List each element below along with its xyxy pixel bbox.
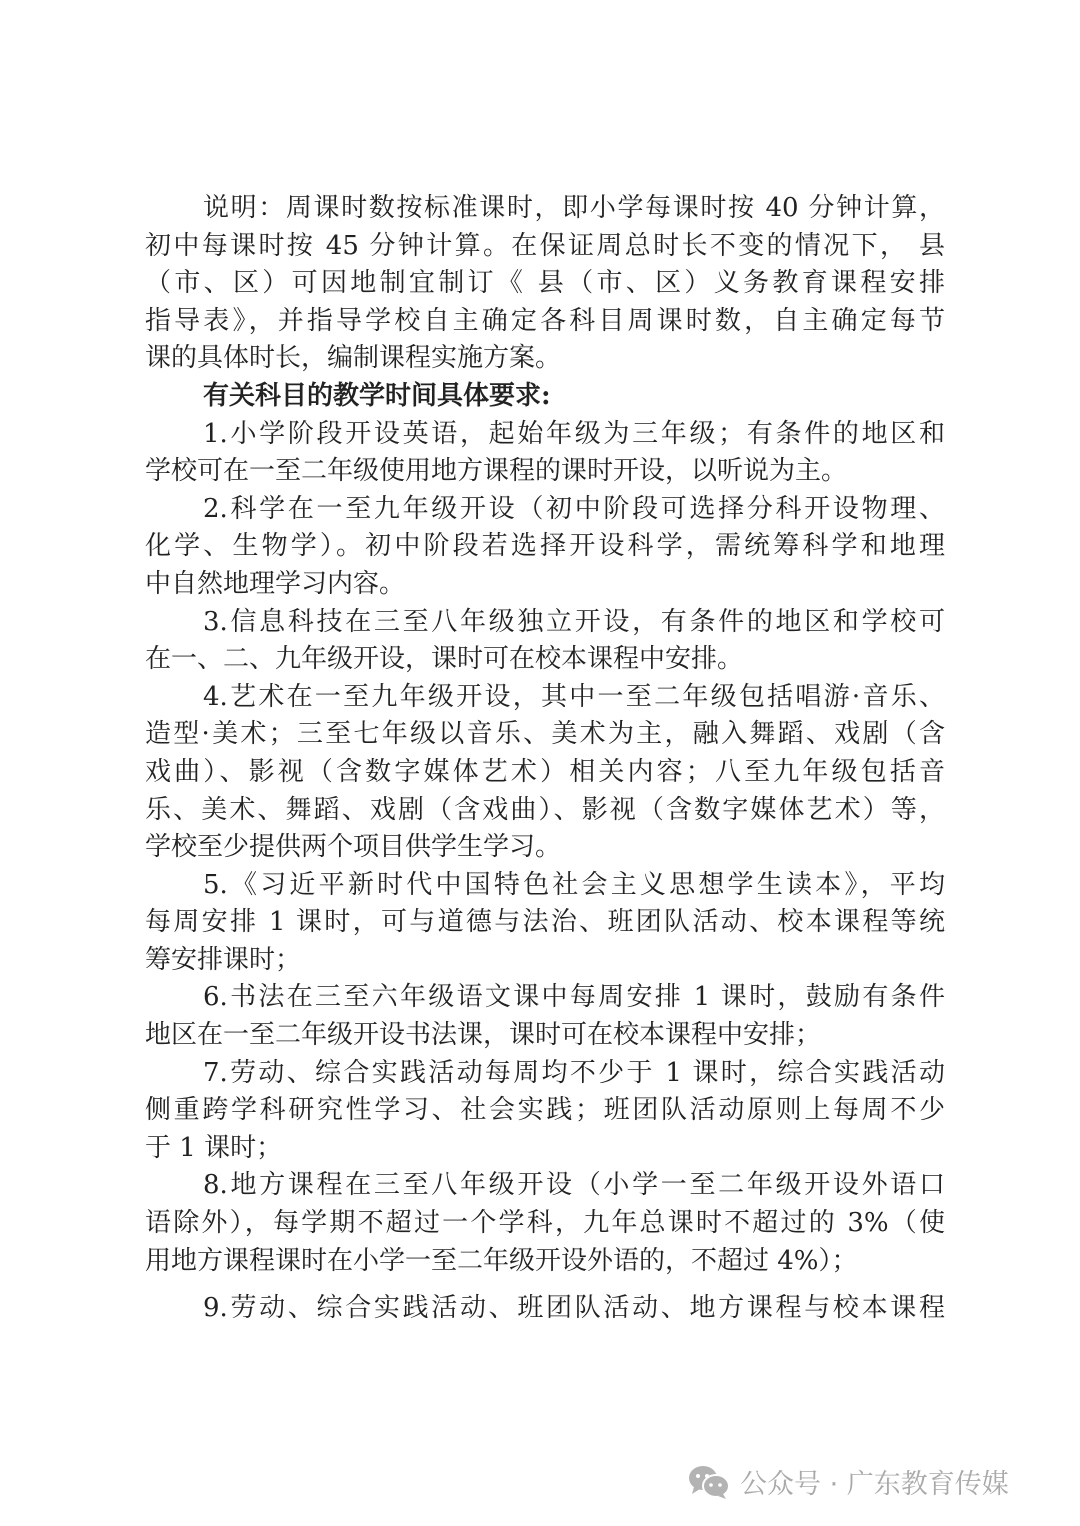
text-line: 指导表》，并指导学校自主确定各科目周课时数，自主确定每节 bbox=[145, 305, 945, 336]
paragraph bbox=[145, 604, 945, 679]
section-heading bbox=[145, 378, 945, 416]
text-line: 戏曲）、影视（含数字媒体艺术）相关内容；八至九年级包括音 bbox=[145, 756, 945, 787]
text-line: 地区在一至二年级开设书法课，课时可在校本课程中安排； bbox=[145, 1020, 822, 1051]
text-line: 3.信息科技在三至八年级独立开设，有条件的地区和学校可 bbox=[203, 606, 945, 637]
text-line: 语除外），每学期不超过一个学科，九年总课时不超过的 3%（使 bbox=[145, 1208, 945, 1239]
document-body bbox=[145, 190, 945, 1328]
text-line: 造型·美术；三至七年级以音乐、美术为主，融入舞蹈、戏剧（含 bbox=[145, 719, 945, 750]
text-line: 学校可在一至二年级使用地方课程的课时开设，以听说为主。 bbox=[145, 456, 848, 487]
paragraph bbox=[145, 416, 945, 491]
text-line: 化学、生物学）。初中阶段若选择开设科学，需统筹科学和地理 bbox=[145, 531, 945, 562]
text-line: 课的具体时长，编制课程实施方案。 bbox=[145, 343, 562, 374]
text-line: 于 1 课时； bbox=[145, 1132, 283, 1163]
text-line: 在一、二、九年级开设，课时可在校本课程中安排。 bbox=[145, 644, 744, 675]
text-line: 5.《习近平新时代中国特色社会主义思想学生读本》，平均 bbox=[203, 869, 945, 900]
paragraph bbox=[145, 979, 945, 1054]
paragraph bbox=[145, 1055, 945, 1168]
text-line: 8.地方课程在三至八年级开设（小学一至二年级开设外语口 bbox=[203, 1170, 945, 1201]
text-line: 6.书法在三至六年级语文课中每周安排 1 课时，鼓励有条件 bbox=[203, 982, 945, 1013]
paragraph bbox=[145, 190, 945, 378]
text-line: 学校至少提供两个项目供学生学习。 bbox=[145, 832, 562, 863]
text-line: 初中每课时按 45 分钟计算。在保证周总时长不变的情况下， 县 bbox=[145, 230, 945, 261]
watermark-text: 公众号 · 广东教育传媒 bbox=[740, 1469, 1009, 1500]
paragraph bbox=[145, 1290, 945, 1328]
paragraph bbox=[145, 491, 945, 604]
text-line: 说明：周课时数按标准课时，即小学每课时按 40 分钟计算， bbox=[203, 193, 945, 223]
wechat-icon bbox=[688, 1465, 730, 1499]
text-line: 每周安排 1 课时，可与道德与法治、班团队活动、校本课程等统 bbox=[145, 907, 945, 938]
paragraph bbox=[145, 679, 945, 867]
text-line: 有关科目的教学时间具体要求: bbox=[203, 380, 551, 411]
paragraph bbox=[145, 867, 945, 980]
text-line: 筹安排课时； bbox=[145, 944, 302, 975]
text-line: （市、区）可因地制宜制订《 县（市、区）义务教育课程安排 bbox=[145, 268, 945, 299]
watermark bbox=[688, 1462, 1009, 1501]
text-line: 9.劳动、综合实践活动、班团队活动、地方课程与校本课程 bbox=[203, 1293, 945, 1324]
paragraph bbox=[145, 1167, 945, 1280]
text-line: 中自然地理学习内容。 bbox=[145, 568, 406, 599]
text-line: 1.小学阶段开设英语，起始年级为三年级；有条件的地区和 bbox=[203, 418, 945, 449]
text-line: 侧重跨学科研究性学习、社会实践；班团队活动原则上每周不少 bbox=[145, 1095, 945, 1126]
text-line: 乐、美术、舞蹈、戏剧（含戏曲）、影视（含数字媒体艺术）等， bbox=[145, 794, 945, 825]
text-line: 用地方课程课时在小学一至二年级开设外语的，不超过 4%）； bbox=[145, 1245, 858, 1276]
text-line: 4.艺术在一至九年级开设，其中一至二年级包括唱游·音乐、 bbox=[203, 681, 945, 712]
text-line: 7.劳动、综合实践活动每周均不少于 1 课时，综合实践活动 bbox=[203, 1057, 945, 1088]
text-line: 2.科学在一至九年级开设（初中阶段可选择分科开设物理、 bbox=[203, 493, 945, 524]
